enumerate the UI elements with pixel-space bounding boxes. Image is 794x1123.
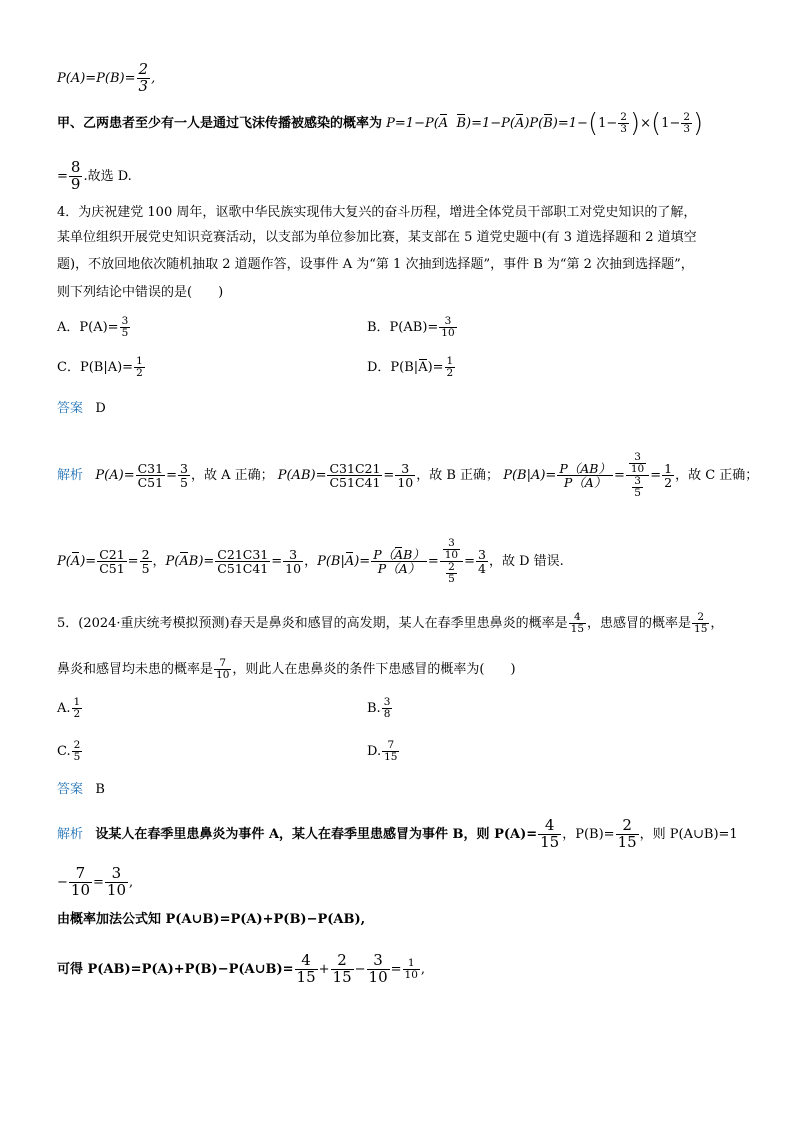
- answer-value: D: [95, 401, 106, 416]
- frac-num: 4: [538, 818, 561, 835]
- frac-den: 2: [446, 367, 454, 380]
- fraction: [476, 548, 488, 575]
- paren-close: ): [693, 108, 704, 139]
- fraction: [136, 462, 165, 489]
- q4-stem-line: 某单位组织开展党史知识竞赛活动，以支部为单位参加比赛，某支部在 5 道党史题中(有 3 道选择题和 2 道填空: [57, 230, 697, 245]
- frac-num: 2: [141, 546, 150, 562]
- a-bar: A: [438, 116, 449, 132]
- fraction: [295, 953, 318, 986]
- text: ，则 P(A∪B)=1: [639, 826, 738, 842]
- frac-num: 2: [138, 60, 149, 78]
- text: ）: [407, 561, 421, 577]
- frac-den: 3: [138, 76, 149, 95]
- q4-stem-line: 题)，不放回地依次随机抽取 2 道题作答，设事件 A 为“第 1 次抽到选择题”，事件 B 为“第 2 次抽到选择题”，: [57, 257, 694, 272]
- frac-den: 10: [106, 880, 126, 899]
- a-bar: A: [418, 360, 428, 376]
- frac-den: 10: [397, 475, 414, 491]
- text: ，P(B)=: [562, 826, 615, 842]
- formula-part: P(B|: [317, 554, 345, 570]
- frac-den: 10: [441, 327, 455, 340]
- eq: =: [57, 168, 68, 184]
- frac-den: 15: [332, 967, 352, 986]
- frac-num: 2: [73, 739, 81, 751]
- frac-den: 2: [136, 367, 143, 380]
- q5-answer-line: [57, 781, 105, 799]
- q4-stem-line: 则下列结论中错误的是( ): [57, 285, 224, 300]
- text: 可得 P(AB)=P(A)+P(B)−P(A∪B)=: [57, 961, 294, 977]
- fraction: [443, 538, 460, 561]
- text: ，故 A 正确；: [190, 468, 274, 484]
- fraction: [120, 316, 131, 339]
- minus: −: [57, 874, 68, 890]
- plus: +: [318, 961, 330, 977]
- a-bar: A: [394, 546, 404, 562]
- fraction: [215, 548, 270, 575]
- eq: =: [427, 554, 439, 570]
- frac-num: 3: [634, 475, 641, 488]
- fraction: [331, 953, 354, 986]
- frac-den: 15: [617, 832, 637, 851]
- text: ，: [304, 554, 318, 570]
- fraction: [72, 740, 83, 763]
- formula-part: )=: [80, 554, 97, 570]
- frac-den: [626, 476, 649, 499]
- q5-solution-line-2: [57, 866, 133, 899]
- q4-answer-line: [57, 400, 106, 418]
- frac-den: 9: [70, 174, 81, 193]
- eq: =: [93, 874, 104, 890]
- frac-num: 1: [136, 355, 143, 367]
- frac-den: 4: [478, 561, 486, 577]
- fraction: [382, 740, 399, 763]
- answer-value: B: [95, 782, 105, 797]
- fraction: [137, 62, 151, 95]
- eq: =: [613, 468, 625, 484]
- frac-num: [626, 452, 649, 476]
- text: 5．(2024·重庆统考模拟预测)春天是鼻炎和感冒的高发期，某人在春季里患鼻炎的概率是: [57, 616, 568, 632]
- frac-den: 5: [448, 573, 455, 586]
- fraction: [618, 112, 629, 135]
- q5-stem-line-2: [57, 658, 516, 681]
- frac-den: C51: [99, 561, 125, 577]
- q4-solution-line-2: [57, 538, 564, 585]
- option-label: A．P(A)=: [57, 320, 119, 336]
- fraction: [97, 548, 126, 575]
- one-minus: 1−: [661, 116, 681, 132]
- eq: =: [271, 554, 283, 570]
- frac-num: C31C21: [329, 460, 381, 476]
- pa-eq: P(A)=P(B)=: [57, 70, 136, 86]
- a-bar: A: [70, 554, 81, 570]
- paren-open: (: [651, 108, 662, 139]
- text: P（: [377, 561, 399, 577]
- q5-solution-line-3: 由概率加法公式知 P(A∪B)=P(A)+P(B)−P(AB),: [57, 912, 366, 927]
- frac-num: 7: [382, 740, 399, 752]
- frac-num: 3: [179, 460, 188, 476]
- fraction: [395, 462, 415, 489]
- frac-num: 1: [446, 355, 454, 367]
- frac-num: 1: [73, 696, 81, 708]
- fraction: [283, 548, 303, 575]
- eq: =: [127, 554, 139, 570]
- compound-fraction: [626, 452, 649, 499]
- frac-num: C31: [137, 460, 164, 476]
- frac-num: P（AB）: [559, 460, 611, 476]
- answer-label: 答案: [57, 401, 84, 416]
- frac-num: 3: [383, 696, 391, 708]
- fraction: [445, 356, 456, 379]
- text: ，: [710, 616, 724, 632]
- both-text: 甲、乙两患者至少有一人是通过飞沫传播被感染的概率为: [57, 116, 383, 132]
- eq: =: [464, 554, 476, 570]
- minus: −: [354, 961, 366, 977]
- q3-result-line: [57, 160, 132, 193]
- q5-option-a[interactable]: [57, 697, 83, 720]
- frac-num: C21C31: [217, 546, 269, 562]
- frac-num: 4: [569, 612, 586, 624]
- frac-num: 3: [443, 538, 460, 550]
- frac-den: 5: [73, 751, 81, 764]
- formula-part: B)=: [188, 554, 215, 570]
- formula-part: P(B|A)=: [503, 468, 557, 484]
- fraction: [371, 548, 427, 575]
- b-bar: B: [456, 116, 466, 132]
- formula-part: P(A)=: [95, 468, 135, 484]
- compound-fraction: [440, 538, 463, 585]
- option-label: D．P(B|: [367, 360, 419, 376]
- eq: =: [650, 468, 662, 484]
- q4-solution-line-1: [57, 452, 758, 499]
- fraction: [105, 866, 128, 899]
- frac-num: 8: [70, 158, 81, 176]
- frac-num: 3: [629, 452, 646, 464]
- a-bar: A: [398, 561, 408, 577]
- q5-stem-line-1: [57, 612, 723, 635]
- text: 设某人在春季里患鼻炎为事件 A，某人在春季里患感冒为事件 B，则 P(A)=: [95, 826, 538, 842]
- b-bar: B: [543, 116, 553, 132]
- q3-both-line: [57, 108, 704, 139]
- fraction: [439, 316, 456, 339]
- fraction: [69, 866, 92, 899]
- frac-num: 2: [448, 561, 455, 574]
- frac-num: 2: [683, 111, 691, 123]
- frac-den: 10: [285, 561, 302, 577]
- q5-solution-line-4: [57, 953, 425, 986]
- frac-den: C51: [137, 475, 164, 491]
- formula-part: P=1−P(: [386, 116, 439, 132]
- frac-den: C51C41: [329, 475, 381, 491]
- frac-den: [440, 562, 463, 585]
- q5-option-d[interactable]: [367, 740, 400, 763]
- fraction: [662, 462, 674, 489]
- fraction: [327, 462, 382, 489]
- frac-den: 3: [620, 123, 627, 136]
- eq: =: [390, 961, 402, 977]
- frac-den: 10: [444, 549, 459, 562]
- frac-num: 7: [69, 866, 92, 883]
- text: 鼻炎和感冒均未患的概率是: [57, 662, 214, 678]
- fraction: [616, 818, 639, 851]
- frac-num: 2: [692, 612, 709, 624]
- formula-part: P(: [57, 554, 71, 570]
- text: ，则此人在患鼻炎的条件下患感冒的概率为( ): [232, 662, 516, 678]
- fraction: [214, 658, 231, 681]
- frac-den: 15: [570, 623, 585, 636]
- paren-open: (: [587, 108, 599, 139]
- q4-stem-line: 4．为庆祝建党 100 周年，讴歌中华民族实现伟大复兴的奋斗历程，增进全体党员干部职工对党史知识的了解，: [57, 205, 697, 220]
- fraction: [367, 953, 390, 986]
- fraction: [538, 818, 561, 851]
- frac-num: C21: [99, 546, 125, 562]
- formula-part: P(AB)=: [277, 468, 327, 484]
- a-bar: A: [344, 554, 355, 570]
- q5-solution-line-1: [57, 818, 738, 851]
- text: ，患感冒的概率是: [587, 616, 692, 632]
- frac-den: 10: [216, 669, 230, 682]
- frac-den: 10: [368, 967, 388, 986]
- frac-den: 2: [664, 475, 673, 491]
- fraction: [72, 697, 83, 720]
- option-label: B．P(AB)=: [367, 320, 439, 336]
- eq: =: [383, 468, 395, 484]
- frac-num: 7: [214, 658, 231, 670]
- text: ,: [129, 874, 134, 890]
- q4-option-d[interactable]: [367, 356, 456, 379]
- q3-pa-line: [57, 62, 155, 95]
- fraction: [178, 462, 190, 489]
- fraction: [692, 612, 709, 635]
- answer-label: 答案: [57, 782, 84, 797]
- frac-den: 10: [404, 968, 418, 981]
- text: ，故 D 错误.: [488, 554, 564, 570]
- formula-part: )=1−: [552, 116, 588, 132]
- option-label: A.: [57, 701, 71, 717]
- frac-num: 4: [295, 953, 318, 970]
- fraction: [569, 612, 586, 635]
- frac-num: 2: [616, 818, 639, 835]
- q4-option-c[interactable]: [57, 356, 146, 379]
- one-minus: 1−: [598, 116, 618, 132]
- a-bar: A: [179, 554, 189, 570]
- frac-den: 2: [73, 708, 81, 721]
- frac-den: 15: [384, 751, 398, 764]
- fraction: [69, 160, 83, 193]
- option-label: C．P(B|A)=: [57, 360, 134, 376]
- frac-den: C51C41: [217, 561, 269, 577]
- frac-num: 3: [395, 462, 415, 476]
- formula-part: )=: [354, 554, 371, 570]
- fraction: [140, 548, 152, 575]
- frac-den: 5: [141, 561, 150, 577]
- frac-den: P（A）: [563, 475, 607, 491]
- frac-num: [440, 538, 463, 562]
- frac-den: 3: [683, 123, 691, 136]
- frac-den: 5: [634, 487, 641, 500]
- text: ，故 B 正确；: [416, 468, 500, 484]
- frac-den: 15: [296, 967, 316, 986]
- text: P（: [373, 546, 395, 562]
- option-label: B.: [367, 701, 381, 717]
- frac-num: 3: [439, 316, 456, 328]
- frac-den: 5: [179, 475, 188, 491]
- fraction: [629, 452, 646, 475]
- frac-num: [371, 548, 427, 562]
- q5-option-b[interactable]: [367, 697, 393, 720]
- frac-den: 15: [540, 832, 560, 851]
- text: B）: [403, 546, 425, 562]
- fraction: [446, 562, 457, 585]
- formula-part: )=1−P(: [466, 116, 515, 132]
- frac-num: 3: [367, 953, 390, 970]
- q5-option-c[interactable]: [57, 740, 83, 763]
- frac-num: 1: [403, 958, 420, 970]
- frac-den: 15: [694, 623, 708, 636]
- formula-part: )P(: [524, 116, 544, 132]
- frac-num: 2: [620, 111, 627, 123]
- result-text: .故选 D.: [83, 168, 132, 184]
- frac-num: 3: [121, 315, 129, 327]
- eq: =: [166, 468, 177, 484]
- frac-num: 1: [664, 460, 673, 476]
- frac-den: 10: [630, 463, 645, 476]
- frac-den: 8: [383, 708, 391, 721]
- frac-den: 10: [70, 880, 90, 899]
- formula-part: P(: [165, 554, 180, 570]
- times: ×: [640, 116, 652, 132]
- fraction: [557, 462, 613, 489]
- frac-num: 2: [331, 953, 354, 970]
- a-bar: A: [514, 116, 525, 132]
- option-label: )=: [427, 360, 444, 376]
- q4-option-a[interactable]: [57, 316, 131, 339]
- comma: ,: [151, 70, 156, 86]
- fraction: [134, 356, 145, 379]
- q4-option-b[interactable]: [367, 316, 458, 339]
- fraction: [403, 958, 420, 981]
- fraction: [681, 112, 692, 135]
- text: ,: [420, 961, 426, 977]
- frac-num: 3: [478, 546, 486, 562]
- analysis-label: 解析: [57, 468, 84, 484]
- frac-num: 3: [105, 866, 128, 883]
- frac-den: 5: [121, 327, 129, 340]
- fraction: [632, 476, 643, 499]
- analysis-label: 解析: [57, 826, 84, 842]
- option-label: C.: [57, 744, 71, 760]
- text: ，故 C 正确；: [675, 468, 759, 484]
- frac-num: 3: [283, 548, 303, 562]
- frac-den: [371, 562, 427, 575]
- option-label: D.: [367, 744, 382, 760]
- text: ，: [152, 554, 166, 570]
- paren-close: ): [629, 108, 641, 139]
- fraction: [382, 697, 393, 720]
